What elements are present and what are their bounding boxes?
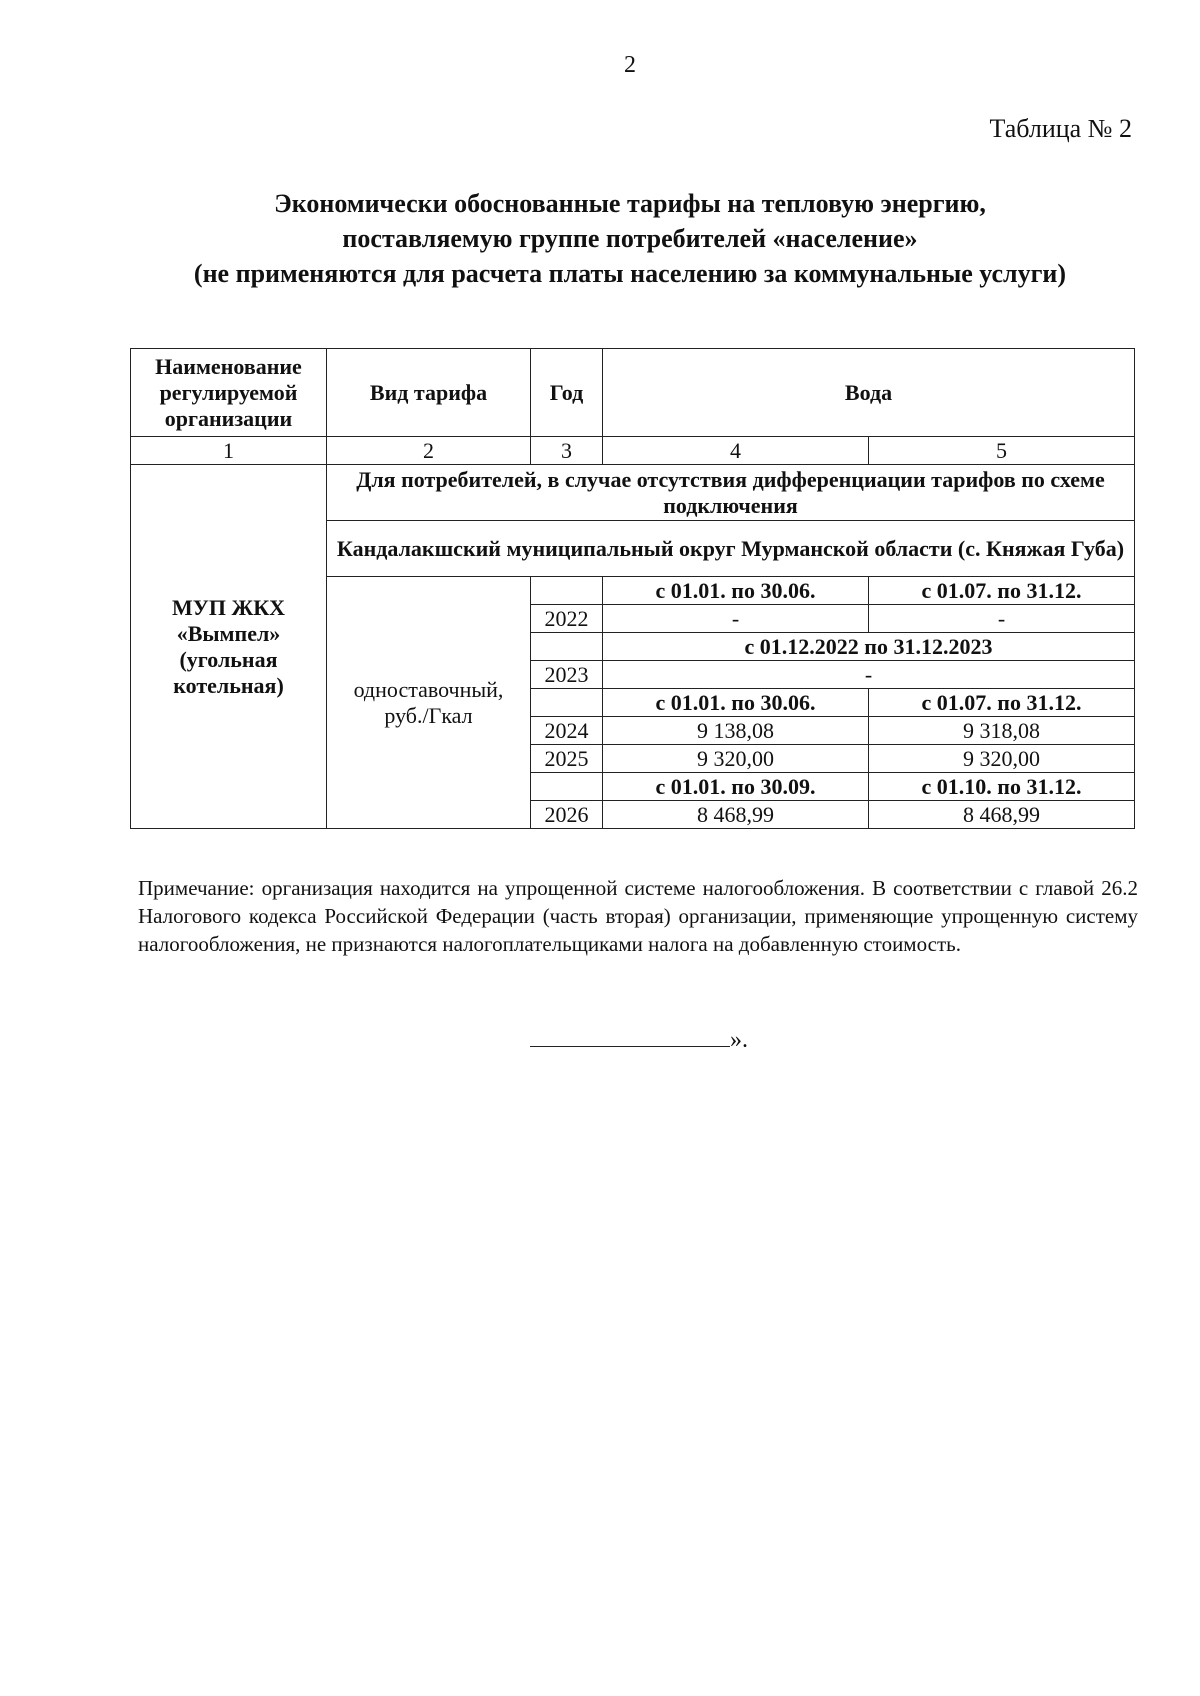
year-cell: 2023 [531,661,603,689]
title-line-3: (не применяются для расчета платы населению за коммунальные услуги) [193,259,1067,288]
year-cell: 2025 [531,745,603,773]
column-number: 2 [327,437,531,465]
title-line-2: поставляемую группе потребителей «население» [342,224,918,253]
header-year: Год [531,349,603,437]
period-label: с 01.01. по 30.06. [603,577,869,605]
section-consumers: Для потребителей, в случае отсутствия дифференциации тарифов по схеме подключения [327,465,1135,521]
signature-underline [530,1026,730,1047]
year-cell: 2024 [531,717,603,745]
year-cell-empty [531,577,603,605]
column-number-row [131,437,1135,465]
value-cell: - [869,605,1135,633]
page-number: 2 [624,52,636,78]
year-cell-empty [531,689,603,717]
value-cell: 8 468,99 [603,801,869,829]
tariff-type: одноставочный, руб./Гкал [327,577,531,829]
value-cell: 9 320,00 [603,745,869,773]
closing-line [530,1026,748,1054]
organization-name: МУП ЖКХ «Вымпел» (угольная котельная) [131,465,327,829]
value-cell: 9 320,00 [869,745,1135,773]
year-cell: 2022 [531,605,603,633]
year-cell: 2026 [531,801,603,829]
year-cell-empty [531,773,603,801]
column-number: 4 [603,437,869,465]
value-cell: 9 318,08 [869,717,1135,745]
value-cell: 8 468,99 [869,801,1135,829]
period-label: с 01.01. по 30.09. [603,773,869,801]
header-tariff-type: Вид тарифа [327,349,531,437]
closing-mark: ». [730,1027,748,1053]
header-water: Вода [603,349,1135,437]
period-label: с 01.10. по 31.12. [869,773,1135,801]
section-row [131,465,1135,521]
year-cell-empty [531,633,603,661]
title-line-1: Экономически обоснованные тарифы на тепловую энергию, [274,189,986,218]
table-label: Таблица № 2 [989,114,1132,143]
table-header-row [131,349,1135,437]
period-label: с 01.12.2022 по 31.12.2023 [603,633,1135,661]
section-area: Кандалакшский муниципальный округ Мурманской области (с. Княжая Губа) [327,521,1135,577]
column-number: 3 [531,437,603,465]
column-number: 1 [131,437,327,465]
period-label: с 01.01. по 30.06. [603,689,869,717]
value-cell: 9 138,08 [603,717,869,745]
value-cell: - [603,605,869,633]
note-paragraph: Примечание: организация находится на упрощенной системе налогообложения. В соответствии с главой 26.2 Налогового кодекса Российской Федерации (часть вторая) организации, применяющие упрощенную систему налогообложения, не признаются налогоплательщиками налога на добавленную стоимость. [138,876,1138,956]
period-label: с 01.07. по 31.12. [869,577,1135,605]
column-number: 5 [869,437,1135,465]
document-title [110,186,1150,291]
value-cell: - [603,661,1135,689]
header-org: Наименование регулируемой организации [131,349,327,437]
tariff-table [130,348,1135,829]
period-label: с 01.07. по 31.12. [869,689,1135,717]
